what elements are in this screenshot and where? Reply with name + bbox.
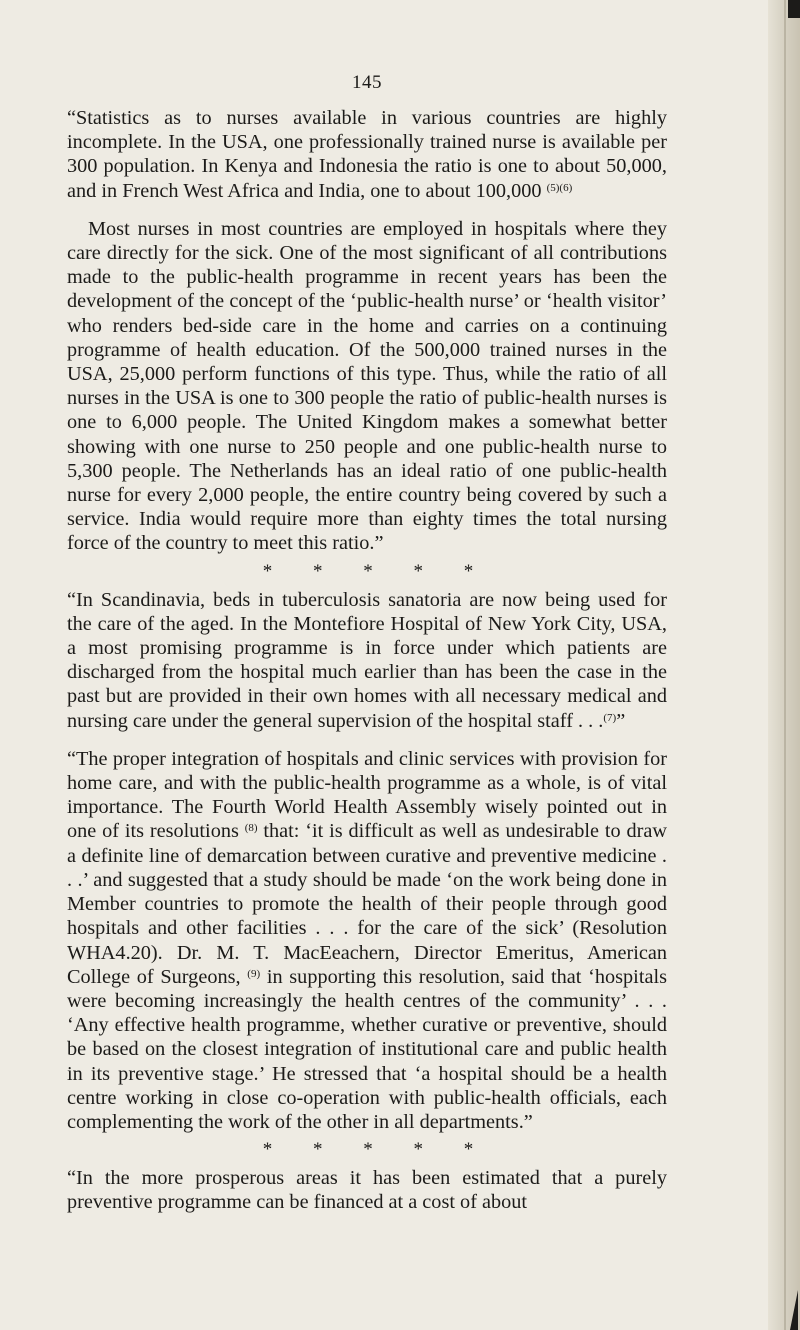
document-page xyxy=(67,72,667,1215)
paragraph-text: “In Scandinavia, beds in tuberculosis sanatoria are now being used for the care of the aged. In the Montefiore Hospital of New York City, USA, a most promising programme is in force under which patients are discharged from the hospital much earlier than has been the case in the past but are provided in their own homes with all necessary medical and nursing care under the general supervision of the hospital staff . . . xyxy=(67,588,667,732)
paragraph-public-health-nurse: Most nurses in most countries are employed in hospitals where they care directly for the sick. One of the most significant of all contributions made to the public-health programme in recent years has been the development of the concept of the ‘public-health nurse’ or ‘health visitor’ who renders bed-side care in the home and carries on a continuing programme of health education. Of the 500,000 trained nurses in the USA, 25,000 perform functions of this type. Thus, while the ratio of all nurses in the USA is one to 300 people the ratio of public-health nurses is one to 6,000 people. The United Kingdom makes a somewhat better showing with one nurse to 250 people and one public-health nurse to 5,300 people. The Netherlands has an ideal ratio of one public-health nurse for every 2,000 people, the entire country being covered by such a service. India would require more than eighty times the total nursing force of the country to meet this ratio.” xyxy=(67,217,667,555)
paragraph-text: that: ‘it is difficult as well as undesirable to draw a definite line of demarcation between curative and preventive medicine . . .’ and suggested that a study should be made ‘on the work being done in Member countries to promote the health of their people through good hospitals and other facilities . . . for the care of the sick’ (Resolution WHA4.20). Dr. M. T. MacEeachern, Director Emeritus, American College of Surgeons, xyxy=(67,820,668,988)
footnote-reference: (5)(6) xyxy=(546,181,573,194)
paragraph-text: “Statistics as to nurses available in various countries are highly incomplete. In the USA, one professionally trained nurse is available per 300 population. In Kenya and Indonesia the ratio is one to about 50,000, and in French West Africa and India, one to about 100,000 xyxy=(67,107,667,202)
paragraph-nurse-statistics xyxy=(67,106,667,203)
paragraph-text: “The proper integration of hospitals and clinic services with provision for home care, and with the public-health programme as a whole, is of vital importance. The Fourth World Health Assembly wisely pointed out in one of its resolutions xyxy=(67,747,667,843)
section-separator: * * * * * xyxy=(262,1139,492,1161)
paragraph-scandinavia xyxy=(67,588,667,733)
footnote-reference: (9) xyxy=(247,967,261,980)
section-separator: * * * * * xyxy=(262,560,492,582)
paragraph-text: in supporting this resolution, said that ‘hospitals were becoming increasingly the health centres of the community’ . . . ‘Any effective health programme, whether curative or preventive, should be based on the closest integration of institutional care and public health in its preventive stage.’ He stressed that ‘a hospital should be a health centre working in close co-operation with public-health officials, each complementing the work of the other in all departments.” xyxy=(67,965,667,1133)
footnote-reference: (8) xyxy=(244,822,258,835)
page-number: 145 xyxy=(352,72,382,93)
scanned-page-edge xyxy=(768,0,800,1330)
footnote-reference: (7) xyxy=(603,711,617,724)
paragraph-hospital-integration xyxy=(67,747,667,1134)
paragraph-prosperous-areas: “In the more prosperous areas it has been estimated that a purely preventive programme can be financed at a cost of about xyxy=(67,1167,667,1214)
edge-mark-top xyxy=(788,0,800,18)
closing-quote: ” xyxy=(616,709,626,732)
